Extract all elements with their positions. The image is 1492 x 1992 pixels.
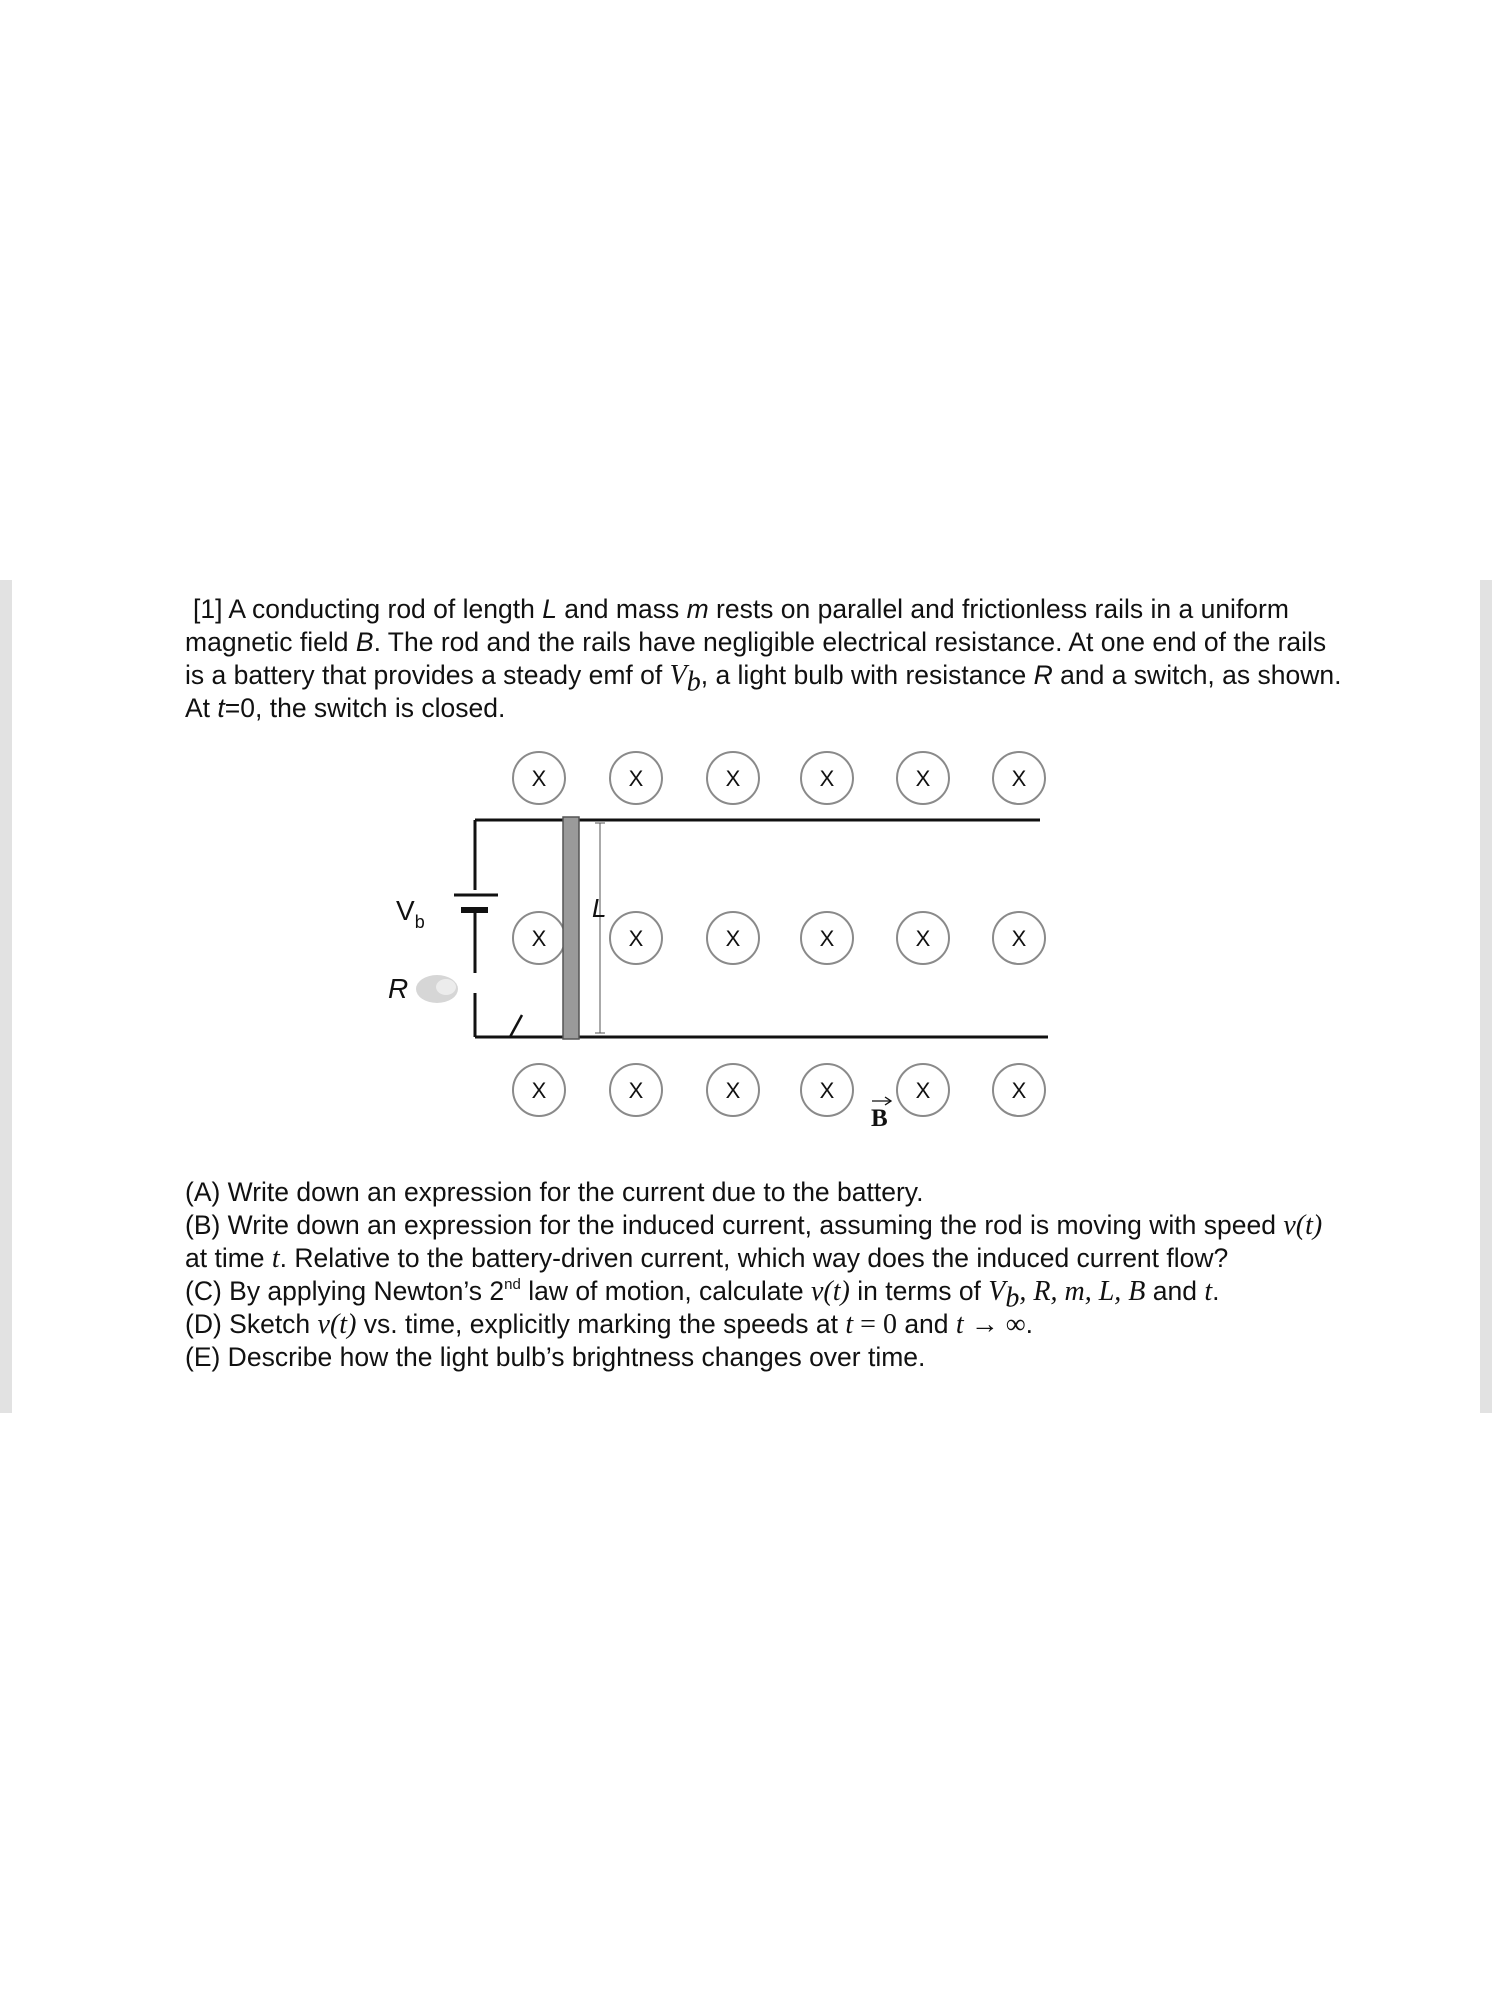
field-symbol-x: X	[531, 1078, 547, 1103]
field-into-page-symbol	[707, 1064, 759, 1116]
field-symbol-x: X	[628, 1078, 644, 1103]
field-into-page-symbol	[993, 1064, 1045, 1116]
circuit-figure	[360, 745, 1080, 1145]
field-symbol-x: X	[628, 926, 644, 951]
field-symbol-x: X	[1011, 926, 1027, 951]
page-edge-left	[0, 580, 12, 1413]
problem-number: [1]	[193, 594, 223, 624]
field-into-page-symbol	[707, 912, 759, 964]
field-symbol-x: X	[819, 1078, 835, 1103]
field-symbol-x: X	[1011, 1078, 1027, 1103]
field-symbol-x: X	[819, 766, 835, 791]
part-b-line-1: (B) Write down an expression for the induced current, assuming the rod is moving with speed v(t)	[185, 1210, 1323, 1241]
field-into-page-symbol	[610, 752, 662, 804]
field-into-page-symbol	[993, 912, 1045, 964]
field-symbol-x: X	[531, 766, 547, 791]
field-symbol-x: X	[725, 926, 741, 951]
resistance-label: R	[388, 973, 409, 1004]
problem-line-1: [1] A conducting rod of length L and mass m rests on parallel and frictionless rails in a uniform	[193, 594, 1289, 624]
field-symbol-x: X	[725, 766, 741, 791]
battery-label: $V_b$	[396, 895, 425, 932]
field-into-page-symbol	[801, 912, 853, 964]
part-c: (C) By applying Newton’s 2nd law of motion, calculate v(t) in terms of $V_b$, R, m, L, B and t.	[185, 1276, 1220, 1314]
field-into-page-symbol	[513, 912, 565, 964]
field-into-page-symbol	[897, 752, 949, 804]
light-bulb-glow	[436, 979, 456, 995]
field-symbol-x: X	[915, 926, 931, 951]
field-label: B	[871, 1105, 888, 1132]
question-parts	[185, 1176, 1323, 1374]
page-edge-right	[1480, 580, 1492, 1413]
part-e: (E) Describe how the light bulb’s brightness changes over time.	[185, 1342, 926, 1372]
field-symbol-x: X	[725, 1078, 741, 1103]
problem-line-3: is a battery that provides a steady emf of $V_b$, a light bulb with resistance R and a switch, as shown.	[185, 660, 1342, 698]
magnetic-field-symbols	[513, 752, 1045, 1116]
field-symbol-x: X	[915, 766, 931, 791]
field-into-page-symbol	[801, 1064, 853, 1116]
switch-arm	[510, 1015, 522, 1037]
part-d: (D) Sketch v(t) vs. time, explicitly marking the speeds at t = 0 and t → ∞.	[185, 1309, 1034, 1340]
field-into-page-symbol	[897, 912, 949, 964]
circuit-diagram	[360, 745, 1080, 1145]
field-into-page-symbol	[513, 1064, 565, 1116]
field-symbol-x: X	[628, 766, 644, 791]
length-label: L	[592, 893, 607, 923]
field-symbol-x: X	[819, 926, 835, 951]
field-into-page-symbol	[610, 1064, 662, 1116]
field-symbol-x: X	[1011, 766, 1027, 791]
conducting-rod	[563, 817, 579, 1039]
part-a: (A) Write down an expression for the current due to the battery.	[185, 1177, 924, 1207]
part-b-line-2: at time t. Relative to the battery-driven current, which way does the induced current flow?	[185, 1243, 1229, 1274]
problem-statement	[185, 593, 1342, 725]
field-symbol-x: X	[915, 1078, 931, 1103]
field-into-page-symbol	[993, 752, 1045, 804]
field-into-page-symbol	[610, 912, 662, 964]
field-into-page-symbol	[707, 752, 759, 804]
field-symbol-x: X	[531, 926, 547, 951]
field-into-page-symbol	[801, 752, 853, 804]
problem-line-2: magnetic field B. The rod and the rails have negligible electrical resistance. At one end of the rails	[185, 627, 1327, 657]
field-into-page-symbol	[513, 752, 565, 804]
problem-line-4: At t=0, the switch is closed.	[185, 693, 506, 723]
field-into-page-symbol	[897, 1064, 949, 1116]
